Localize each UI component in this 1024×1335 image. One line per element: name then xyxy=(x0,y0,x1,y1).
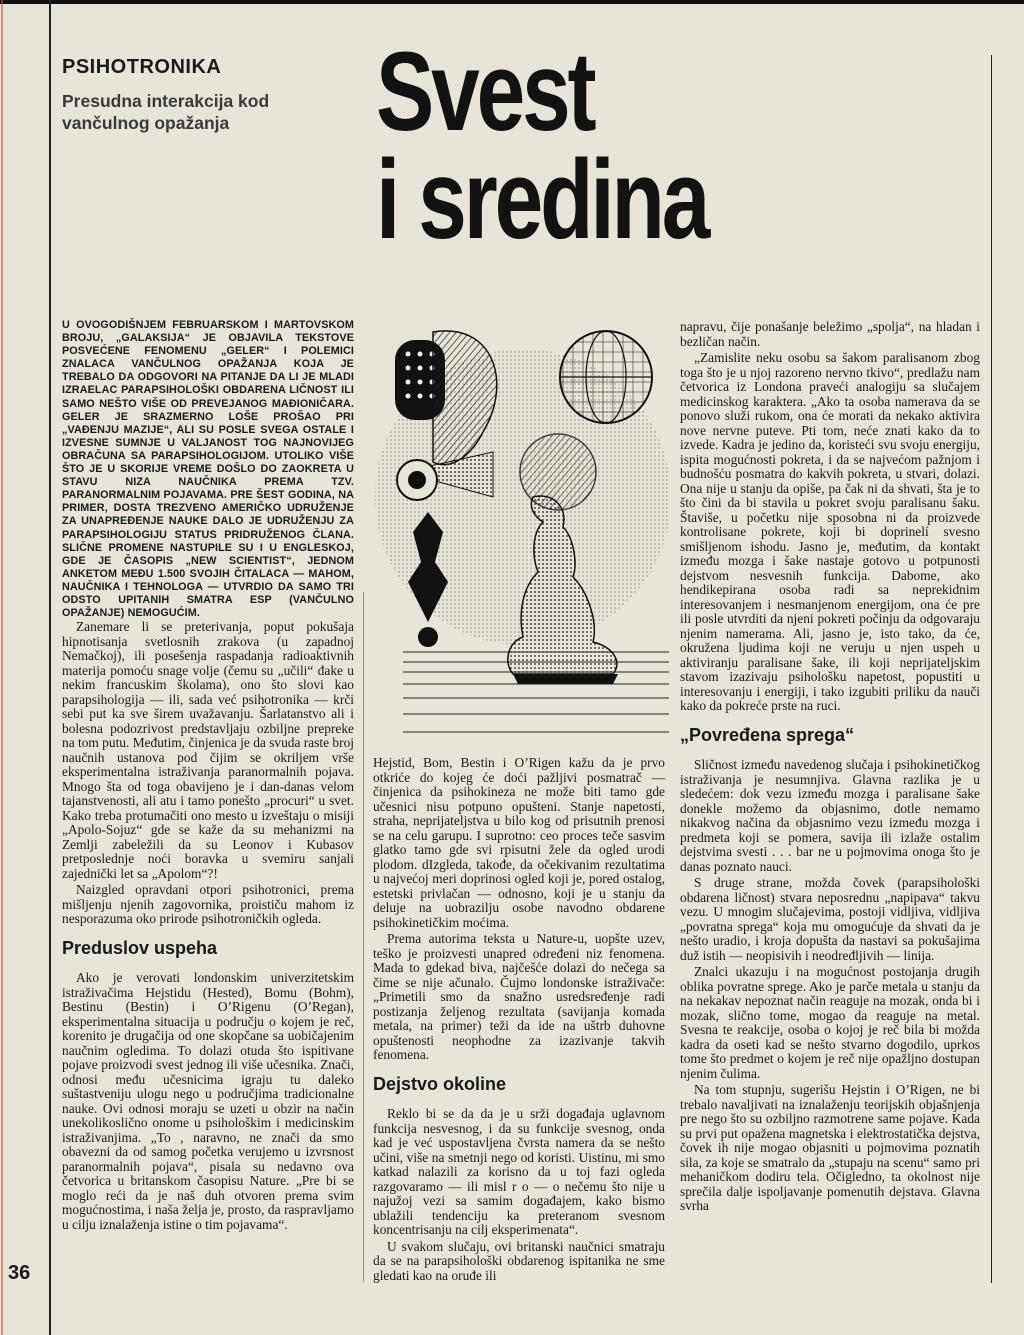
headline-line-1: Svest xyxy=(376,29,594,154)
right-margin-rule xyxy=(991,55,992,1283)
intro-paragraph: U OVOGODIŠNJEM FEBRUARSKOM I MARTOVSKOM BROJU, „GALAKSIJA“ JE OBJAVILA TEKSTOVE POSVEĆENE FENOMENU „GELER“ I POLEMICI ZNALACA VANČULNOG OPAŽANJA KOJA JE TREBALO DA ODGOVORI NA PITANJE DA LI JE MLADI IZRAELAC PARAPSIHOLOŠKI OBDARENA LIČNOST ILI SAMO NEŠTO VIŠE OD PREVEJANOG MAĐIONIČARA. GELER JE SRAZMERNO LOŠE PROŠAO PRI „VAĐENJU MAZIJE“, ALI SU POSLE SVEGA OSTALE I IZVESNE SUMNJE U VALJANOST TOG NAJNOVIJEG OBRAČUNA SA PARAPSIHOLOGIJOM. UTOLIKO VIŠE ŠTO JE U SKORIJE VREME DOŠLO DO ZAOKRETA U STAVU NIZA NAUČNIKA PREMA TZV. PARANORMALNIM POJAVAMA. PRE ŠEST GODINA, NA PRIMER, DOSTA TREZVENO AMERIČKO UDRUŽENJE ZA UNAPREĐENJE NAUKE DALO JE UDRUŽENJU ZA PARAPSIHOLOGIJU STATUS PRIDRUŽENOG ČLANA. SLIČNE PROMENE NASTUPILE SU I U ENGLESKOJ, GDE JE ČASOPIS „NEW SCIENTIST“, JEDNOM ANKETOM MEĐU 1.500 SVOJIH ČITALACA — MAHOM, NAUČNIKA I TEHNOLOGA — UTVRDIO DA SAMO TRI ODSTO UPITANIH SMATRA ESP (VANČULNO OPAŽANJE) NEMOGUĆIM. xyxy=(62,319,354,620)
column-2 xyxy=(373,756,665,1283)
col2-paragraph-2: Prema autorima teksta u Nature-u, uopšte uzev, teško je proizvesti unapred određeni niz fenomena. Mada to gdekad biva, najčešće dolazi do nečega sa čime se nije ačunalo. Čujmo londonske istraživače: „Primetili smo da snažno usredsređenje radi postizanja željenog rezultata (savijanja komada metala, na primer) teži da ide na uštrb duhovne opuštenosti neophodne za izazivanje takvih fenomena. xyxy=(373,931,665,1062)
column-3 xyxy=(680,320,980,1214)
subhead-dejstvo-okoline: Dejstvo okoline xyxy=(373,1073,507,1094)
column-1 xyxy=(62,620,354,1232)
section-label: PSIHOTRONIKA xyxy=(62,56,222,78)
subhead-povredjena-sprega: „Povređena sprega“ xyxy=(680,724,855,745)
page-edge-mark xyxy=(1,0,3,1335)
col3-paragraph-5: Znalci ukazuju i na mogućnost postojanja drugih oblika povratne sprege. Ako je parče metala u stanju da na nekakav nepoznat način reaguje na mozak, onda bi i mozak, slično tome, mogao da reaguje na metal. Svesna te reakcije, osoba o kojoj je reč bila bi možda kadra da oseti kad se nešto stvarno dogodilo, uprkos tome što predmet o kojem je reč nije opažljno dostupan njenim čulima. xyxy=(680,964,980,1081)
column-rule-1 xyxy=(363,592,364,1282)
illustration xyxy=(373,322,669,742)
subtitle: Presudna interakcija kod vančulnog opažanja xyxy=(62,91,270,133)
col2-paragraph-4: U svakom slučaju, ovi britanski naučnici smatraju da se na parapsihološki obdarenog ispitanika ne sme gledati kao na oruđe ili xyxy=(373,1238,665,1283)
col2-paragraph-3: Reklo bi se da da je u srži događaja uglavnom funkcija nesvesnog, i da su funkcije svesnog, onda kad je već uspostavljena čvrsta namera da se nešto učini, više na smetnji nego od koristi. Uistinu, mi smo katkad nalazili za korisno da u toj fazi ogleda razgovaramo — ili misl r o — o nečemu što nije u najužoj vezi sa samim događajem, kako bismo ublažili tendenciju ka preteranom svesnom koncentrisanju na cilj eksperimenata“. xyxy=(373,1106,665,1237)
col1-paragraph-1: Zanemare li se preterivanja, poput pokušaja hipnotisanja svetlosnih zrakova (u zapadnoj Nemačkoj), ili posešenja raspadanja radioaktivnih materija pomoću snage volje (čemu su „učili“ đake u nekim francuskim školama), ono što slovi kao parapsihologija — ili, sada već psihotronika — krči sebi put ka sve širem uvažavanju. Šarlatanstvo ali i bolesna podozrivost predstavljaju ozbiljne prepreke na tom putu. Međutim, činjenica je da svuda raste broj naučnih ustanova pod čijim se okriljem vrše eksperimentalna istraživanja paranormalnih pojava. Mnogo šta od toga obavijeno je i dan-danas velom tajanstvenosti, ali atu i tamo ponešto „procuri“ u svet. Kako treba protumačiti ono mesto u izveštaju o misiji „Apolo-Sojuz“ gde se kaže da su mehanizmi na Zemlji zabeležili da su Leonov i Kubasov pretposlednje noći boravka u svemiru sanjali zajednički let sa „Apolom“?! xyxy=(62,619,354,881)
col3-paragraph-4: S druge strane, možda čovek (parapsihološki obdarena ličnost) stvara neposrednu „napipava“ takvu vezu. U mnogim slučajevima, postoji vidljiva, vidljiva „povratna sprega“ koja mu omogućuje da shvati da je nešto uradio, i kroja dopušta da nastavi sa pokušajima duž istih — neopisivih i neodređljivih — linija. xyxy=(680,875,980,963)
col3-paragraph-3: Sličnost između navedenog slučaja i psihokinetičkog istraživanja je nesumnjiva. Glavna razlika je u sledećem: dok vezu između mozga i paralisane šake donekle možemo da objasnimo, dotle nemamo nikakvog načina da objasnimo vezu između mozga i predmeta koji se pomera, savija ili izlaže ostalim dejstvima svesti . . . bar ne u pojmovima onoga što je danas poznato nauci. xyxy=(680,757,980,874)
headline xyxy=(376,29,708,262)
col3-paragraph-6: Na tom stupnju, sugerišu Hejstin i O’Rigen, ne bi trebalo navaljivati na iznalaženju teorijskih objašnjenja pre nego što su ozbiljno razmotrene same pojave. Kada su prvi put opažena magnetska i elektrostatička dejstva, čovek ih nije mogao objasniti u pojmovima poznatih sila, za koje se smatralo da „stupaju na scenu“ samo pri mehaničkom dodiru tela. Očigledno, ta okolnost nije sprečila dalje ispoljavanje pomenutih dejstava. Glavna svrha xyxy=(680,1082,980,1213)
col1-paragraph-2: Naizgled opravdani otpori psihotronici, prema mišljenju njenih zagovornika, proističu mahom iz nesporazuma oko prirode psihotroničkih ogleda. xyxy=(62,882,354,926)
page-number: 36 xyxy=(8,1262,31,1284)
left-margin-rule xyxy=(49,0,51,1335)
col2-paragraph-1: Hejstid, Bom, Bestin i O’Rigen kažu da je prvo otkriće do kojeg će doći pažljivi posmatrač — činjenica da psihokineza ne može biti tamo gde učesnici nisu potpuno opušteni. Stanje napetosti, straha, neprijateljstva u bilo kog od prisutnih prenosi se na celu garupu. I suprotno: ceo proces teče sasvim glatko tamo gde svi rpisutni žele da ogled urodi plodom. dIzgleda, takođe, da očekivanim rezultatima u najvećoj meri doprinosi ogled koji je, pored ostalog, estetski privlačan — odnosno, koji je u stanju da deluje na uobrazilju osobe navodno obdarene psihokinetičkim moćima. xyxy=(373,755,665,930)
top-border xyxy=(0,0,1024,4)
subhead-preduslov-uspeha: Preduslov uspeha xyxy=(62,937,218,958)
col1-paragraph-3: Ako je verovati londonskim univerzitetskim istraživačima Hejstidu (Hested), Bomu (Bohm), Bestinu (Bestin) i O’Rigenu (O’Regan), eksperimentalna situacija u području o kojem je reč, korenito je drugačija od one skopčane sa uobičajenim naučnim ogledima. To dolazi otuda što ispitivane pojave proizvodi svest jednog ili više učesnika. Znači, odnosi među učesnicima igraju tu daleko suštastveniju ulogu nego u područjima tradicionalne nauke. Ovi odnosi moraju se uzeti u obzir na način unekolikoslično onome u psihološkim i medicinskim istraživanjima. „To , naravno, ne znači da smo obavezni da od samog početka verujemo u izvrsnost paranormalnih pojava“, pisala su nedavno ova četvorica u britanskom časopisu Nature. „Pre bi se moglo reći da je naš duh otvoren prema svim mogućnostima, i naša želja je, prosto, da raspravljamo u cilju iznalaženja istine o tim pojavama“. xyxy=(62,970,354,1232)
col3-paragraph-2: „Zamislite neku osobu sa šakom paralisanom zbog toga što je u njoj razoreno nervno tkivo“, predlažu nam četvorica iz Londona praveći analogiju sa slučajem medicinskog karaktera. „Ako ta osoba namerava da se ponovo služi rukom, ona će morati da nekako aktivira nove nervne puteve. Pti tom, neće znati kako da to izvede. Kadra je jedino da, koristeći svu svoju energiju, ispita mogućnosti pokreta, i da se najvećom pažnjom i budnošću posmatra do kakvih pokreta, u stvari, dolazi. Ona nije u stanju da opiše, pa čak ni da shvati, šta je to što čini da bi stavila u pokret svoju paralisanu šaku. Štaviše, u početku nije sposobna ni da proizvede kontrolisane pokrete, koji bi doprinelí svesno smišljenom ishodu. Jasno je, međutim, da kontakt između mozga i šake nastaje gotovo u potpunosti dejstvom nesvesnih funkcija. Dabome, ako hendikepirana osoba radi sa neprekidnim interesovanjem i nesmanjenom energijom, ona će pre ili posle utvrditi da njeni pokreti počinju da odgovaraju njenim namerama. Ali, jasno je, isto tako, da će, okružena ljudima koji ne veruju u njen uspeh u aktiviranju paralisane šake, ili koji neprijateljskim stavom izazivaju psihološku napetost, popustiti u interesovanju i energiji, i tako izgubiti priliku da nauči kako da pokreće prste na ruci. xyxy=(680,350,980,713)
col3-paragraph-1: napravu, čije ponašanje beležimo „spolja“, na hladan i bezličan način. xyxy=(680,319,980,349)
headline-line-2: i sredina xyxy=(376,137,708,262)
